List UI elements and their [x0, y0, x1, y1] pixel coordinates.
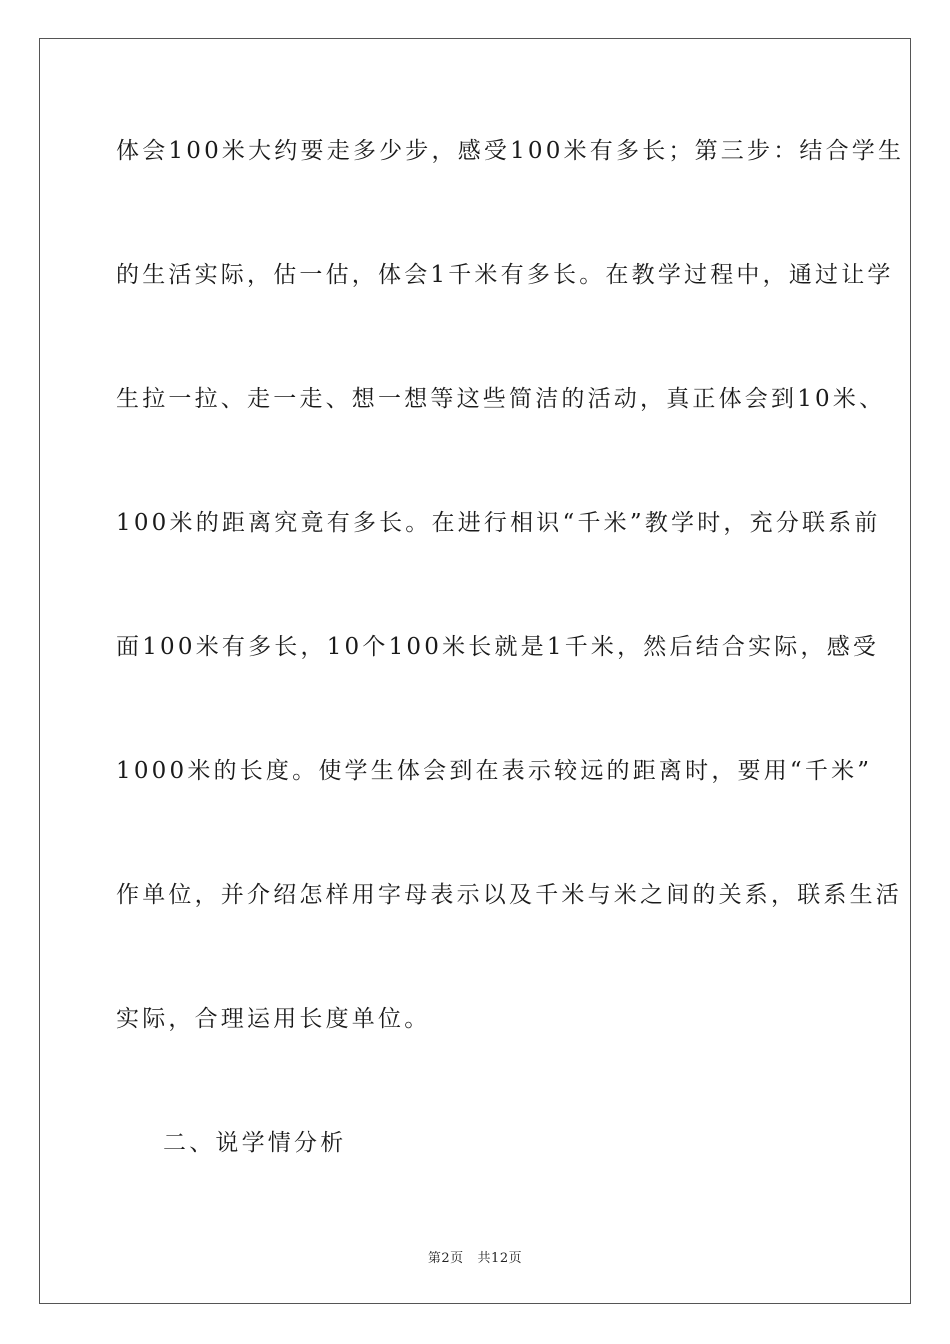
- paragraph-line: 体会100米大约要走多少步，感受100米有多长；第三步：结合学生: [116, 138, 905, 164]
- paragraph-line: 生拉一拉、走一走、想一想等这些简洁的活动，真正体会到10米、: [116, 386, 886, 412]
- paragraph-line: 面100米有多长，10个100米长就是1千米，然后结合实际，感受: [116, 634, 880, 660]
- section-heading: 二、说学情分析: [163, 1130, 347, 1156]
- paragraph-line: 作单位，并介绍怎样用字母表示以及千米与米之间的关系，联系生活: [116, 882, 902, 908]
- page-number-footer: 第2页 共12页: [427, 1251, 523, 1266]
- page-frame: [39, 38, 911, 1304]
- paragraph-line: 的生活实际，估一估，体会1千米有多长。在教学过程中，通过让学: [116, 262, 894, 288]
- paragraph-line: 100米的距离究竟有多长。在进行相识“千米”教学时，充分联系前: [116, 510, 881, 536]
- paragraph-line: 实际，合理运用长度单位。: [116, 1006, 431, 1032]
- paragraph-line: 1000米的长度。使学生体会到在表示较远的距离时，要用“千米”: [116, 758, 873, 784]
